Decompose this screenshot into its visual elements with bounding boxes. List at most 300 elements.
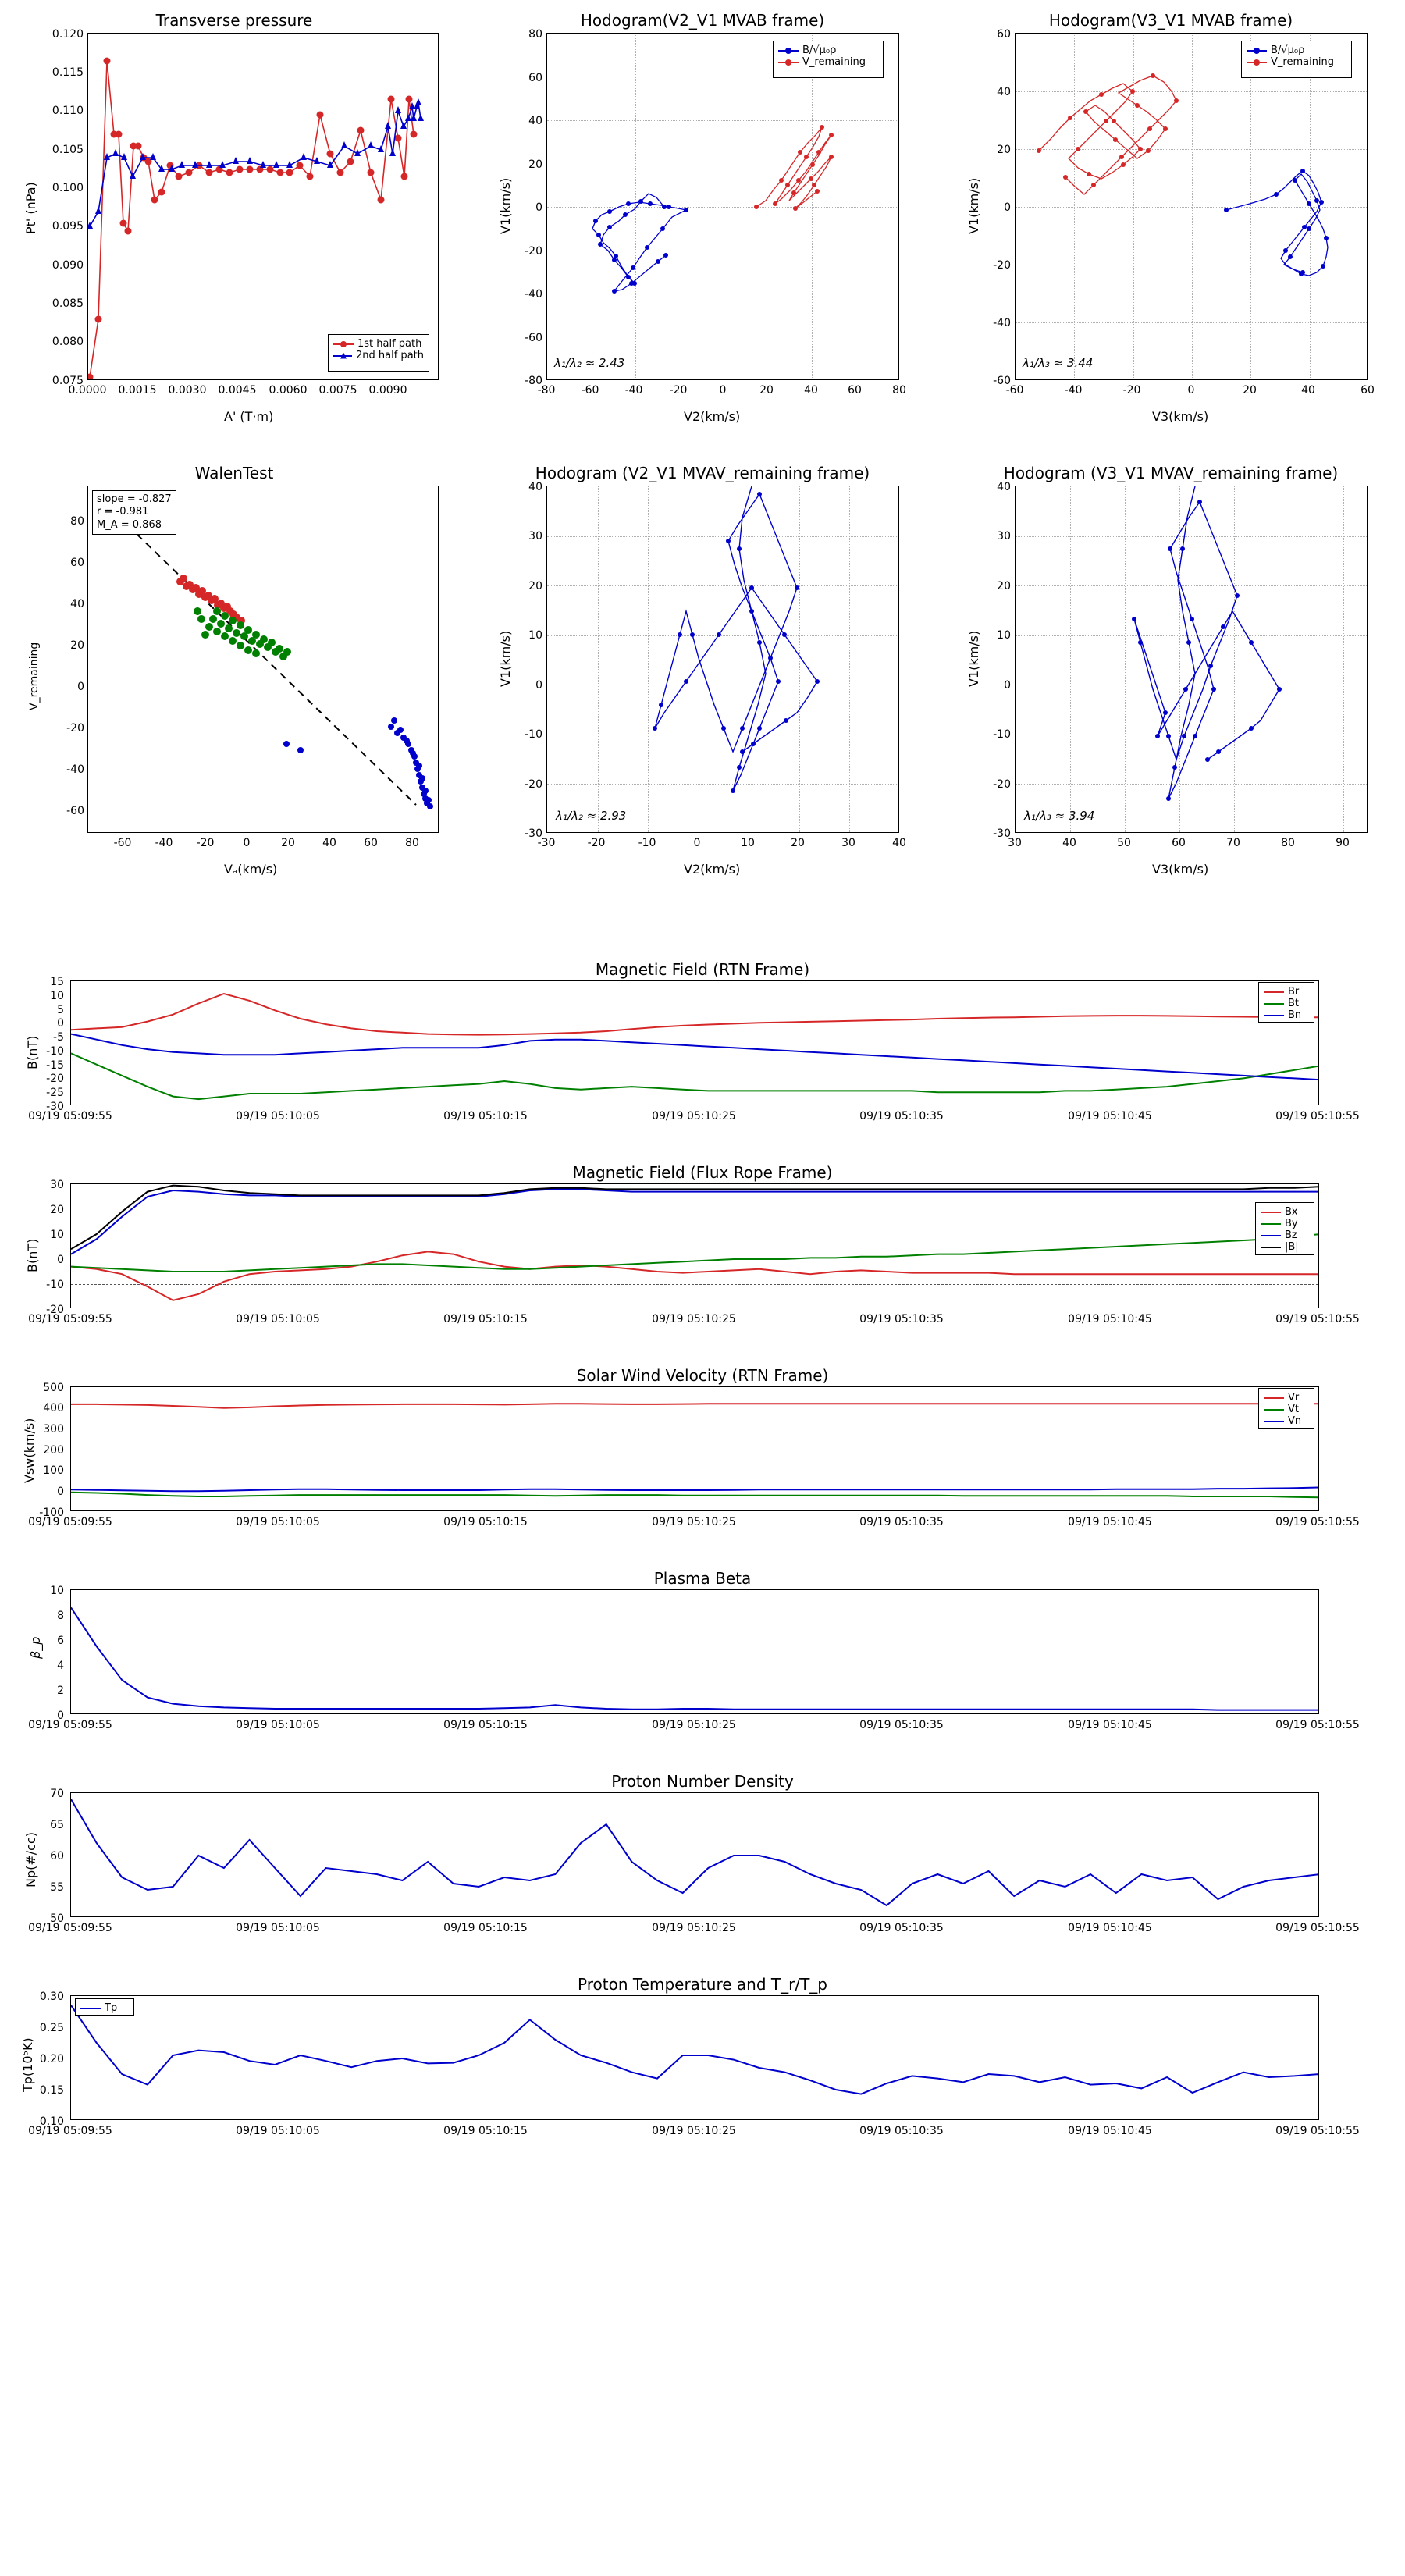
x-tick: 0.0045 [218,384,257,397]
legend-item [80,2002,129,2014]
panel-proton-density [0,1772,1405,1959]
x-tick: 30 [841,837,855,849]
y-tick: 0.110 [52,105,84,117]
x-tick: 09/19 05:10:45 [1068,1110,1152,1123]
x-tick: 09/19 05:10:35 [859,1922,944,1934]
legend-label: Vr [1288,1392,1300,1404]
x-tick: 09/19 05:10:15 [443,1922,528,1934]
y-tick: 0.120 [52,28,84,41]
chart-title: Solar Wind Velocity (RTN Frame) [576,1366,829,1385]
x-axis-label: V2(km/s) [684,862,741,877]
x-tick: 09/19 05:10:55 [1275,1110,1360,1123]
y-tick: 60 [50,1850,64,1863]
y-tick: 20 [528,158,542,171]
x-tick: 09/19 05:10:35 [859,1110,944,1123]
panel-proton-temperature [0,1975,1405,2178]
x-tick: 20 [281,837,295,849]
y-tick: 0 [535,201,542,214]
series-hodogram-v3v1-mvab [1016,34,1368,380]
legend-label: Br [1288,986,1300,998]
y-tick: 60 [70,557,84,569]
y-tick: 40 [997,86,1011,98]
legend-label: 1st half path [357,338,422,350]
series-hodogram-v2v1-mvav [547,486,899,833]
legend-item [1264,1392,1309,1404]
series-walen-test [88,486,439,833]
x-tick: 09/19 05:10:05 [236,1516,320,1528]
x-tick: 09/19 05:10:45 [1068,1922,1152,1934]
y-tick: -20 [993,259,1011,272]
x-tick: 20 [759,384,774,397]
x-tick: 90 [1336,837,1350,849]
y-tick: 30 [50,1179,64,1191]
panel-hodogram-v3v1-mvab [937,0,1405,437]
x-tick: 09/19 05:09:55 [28,1110,112,1123]
y-tick: 500 [43,1382,64,1394]
y-tick: 20 [70,639,84,652]
legend-item [1264,1009,1309,1021]
legend-magnetic-field-fluxrope [1255,1202,1314,1255]
legend-swatch-circle-icon [778,50,799,52]
legend-item [333,338,424,350]
x-tick: 40 [1062,837,1076,849]
series-plasma-beta [71,1590,1319,1714]
y-tick: 40 [70,598,84,610]
x-tick: 40 [322,837,336,849]
series-hodogram-v2v1-mvab [547,34,899,380]
legend-swatch-line-icon [1261,1223,1281,1225]
x-tick: 09/19 05:10:25 [652,1719,736,1731]
x-tick: 09/19 05:09:55 [28,1516,112,1528]
y-tick: 0.30 [39,1991,64,2003]
x-tick: 60 [1172,837,1186,849]
y-tick: 0 [77,681,84,693]
y-tick: 0 [1004,201,1011,214]
walen-stats-box [92,490,176,535]
chart-title: Magnetic Field (RTN Frame) [595,960,810,979]
x-tick: 09/19 05:10:15 [443,1110,528,1123]
y-tick: -30 [46,1101,64,1113]
x-tick: 09/19 05:10:15 [443,1719,528,1731]
legend-swatch-circle-icon [778,62,799,63]
y-tick: 20 [997,580,1011,592]
x-axis-label: A' (T·m) [224,409,274,424]
x-tick: 09/19 05:10:05 [236,2125,320,2137]
y-tick: 30 [528,530,542,543]
walen-slope: slope = -0.827 [97,493,172,505]
chart-title: Hodogram(V2_V1 MVAB frame) [580,11,825,30]
y-tick: 0.105 [52,144,84,156]
x-tick: 09/19 05:10:35 [859,1516,944,1528]
y-axis-label: B(nT) [25,1035,40,1069]
chart-title: Transverse pressure [155,11,313,30]
x-tick: 40 [1301,384,1315,397]
legend-item [333,350,424,361]
y-tick: 0.075 [52,375,84,387]
y-tick: 2 [57,1685,64,1697]
x-tick: 09/19 05:09:55 [28,1313,112,1325]
plot-area-transverse-pressure [87,33,439,380]
series-magnetic-field-fluxrope [71,1184,1319,1308]
x-tick: 40 [804,384,818,397]
legend-swatch-circle-icon [1247,50,1267,52]
y-tick: 20 [50,1204,64,1216]
legend-magnetic-field-rtn [1258,982,1314,1023]
legend-swatch-line-icon [1264,1409,1284,1411]
y-tick: 8 [57,1610,64,1622]
legend-item [1264,986,1309,998]
chart-title: WalenTest [194,464,274,482]
x-tick: 0 [243,837,251,849]
y-tick: 100 [43,1464,64,1477]
legend-label: Vt [1288,1404,1299,1415]
legend-item [1264,1404,1309,1415]
x-tick: 09/19 05:10:45 [1068,2125,1152,2137]
x-tick: 80 [892,384,906,397]
panel-hodogram-v3v1-mvav [937,453,1405,890]
y-tick: 70 [50,1788,64,1800]
plot-area-hodogram-v2v1-mvab [546,33,899,380]
y-tick: 0 [1004,679,1011,692]
legend-swatch-circle-icon [333,343,354,345]
x-tick: 09/19 05:10:55 [1275,2125,1360,2137]
legend-swatch-circle-icon [1247,62,1267,63]
legend-label: B/√μ₀ρ [1271,44,1305,56]
x-tick: 09/19 05:10:05 [236,1719,320,1731]
y-tick: -80 [525,375,542,387]
x-tick: 09/19 05:10:55 [1275,1719,1360,1731]
y-tick: 0.095 [52,220,84,233]
y-tick: 10 [50,1585,64,1597]
x-tick: 09/19 05:09:55 [28,1719,112,1731]
x-tick: 09/19 05:10:05 [236,1110,320,1123]
series-hodogram-v3v1-mvav [1016,486,1368,833]
y-tick: -10 [525,728,542,741]
x-tick: -40 [155,837,173,849]
legend-item [778,44,878,56]
x-tick: 09/19 05:10:55 [1275,1516,1360,1528]
plot-area-hodogram-v2v1-mvav [546,486,899,833]
y-tick: 40 [997,481,1011,493]
y-tick: 15 [50,976,64,988]
chart-title: Hodogram(V3_V1 MVAB frame) [1048,11,1293,30]
x-tick: 0.0060 [269,384,308,397]
x-tick: 60 [1361,384,1375,397]
walen-r: r = -0.981 [97,506,149,518]
y-tick: 40 [528,481,542,493]
panel-hodogram-v2v1-mvav [468,453,937,890]
x-tick: 09/19 05:10:25 [652,1922,736,1934]
y-axis-label: V1(km/s) [966,630,981,687]
x-tick: 60 [848,384,862,397]
legend-swatch-line-icon [1264,991,1284,993]
markers-first-half [87,58,418,381]
x-tick: 09/19 05:10:25 [652,1110,736,1123]
chart-title: Plasma Beta [653,1569,752,1588]
y-tick: 10 [997,629,1011,642]
y-axis-label: Pt' (nPa) [23,182,38,234]
legend-proton-temperature [75,1998,134,2016]
x-tick: -30 [537,837,556,849]
y-tick: 60 [528,72,542,84]
y-axis-label: V1(km/s) [966,177,981,234]
legend-label: 2nd half path [356,350,424,361]
y-tick: 40 [528,115,542,127]
x-tick: 09/19 05:10:45 [1068,1313,1152,1325]
x-tick: 09/19 05:10:25 [652,1313,736,1325]
x-tick: 09/19 05:09:55 [28,1922,112,1934]
y-tick: 0.090 [52,259,84,272]
panel-magnetic-field-rtn [0,960,1405,1147]
x-tick: -20 [196,837,215,849]
x-tick: 0.0090 [368,384,407,397]
legend-item [1261,1206,1309,1218]
y-tick: -40 [66,763,84,776]
legend-item [1261,1229,1309,1241]
y-tick: -25 [46,1087,64,1099]
plot-area-magnetic-field-rtn [70,980,1319,1105]
x-axis-label: V2(km/s) [684,409,741,424]
y-tick: 80 [70,515,84,528]
x-tick: 0 [693,837,701,849]
x-tick: -80 [537,384,556,397]
legend-swatch-line-icon [1264,1015,1284,1016]
x-tick: 09/19 05:10:05 [236,1313,320,1325]
legend-hodogram-v2v1-mvab [773,41,884,78]
x-tick: 09/19 05:10:35 [859,2125,944,2137]
x-tick: 09/19 05:10:25 [652,1516,736,1528]
eigenvalue-annotation: λ₁/λ₂ ≈ 2.93 [556,809,627,823]
y-tick: -60 [993,375,1011,387]
y-tick: -40 [993,317,1011,329]
x-tick: 09/19 05:09:55 [28,2125,112,2137]
y-tick: -20 [993,778,1011,791]
y-tick: 0 [57,1254,64,1266]
legend-label: Vn [1288,1415,1302,1427]
y-tick: 65 [50,1819,64,1831]
x-tick: -20 [1122,384,1141,397]
x-tick: -40 [624,384,643,397]
legend-item [1264,998,1309,1009]
x-tick: 09/19 05:10:25 [652,2125,736,2137]
y-tick: 0 [535,679,542,692]
legend-swatch-line-icon [80,2008,101,2009]
y-tick: -60 [66,805,84,817]
y-tick: 0.20 [39,2053,64,2065]
y-tick: 20 [528,580,542,592]
plot-area-proton-temperature [70,1995,1319,2120]
legend-item [1247,56,1346,68]
y-tick: 10 [50,1229,64,1241]
legend-label: Bz [1285,1229,1297,1241]
legend-transverse-pressure [328,334,429,372]
x-tick: 0 [719,384,727,397]
x-tick: 09/19 05:10:15 [443,1313,528,1325]
y-tick: 0.100 [52,182,84,194]
legend-label: |B| [1285,1241,1299,1253]
y-tick: 0 [57,1485,64,1498]
y-tick: 300 [43,1423,64,1436]
y-axis-label: Tp(10⁵K) [20,2037,35,2092]
y-tick: -10 [993,728,1011,741]
panel-solar-wind-velocity [0,1366,1405,1553]
x-tick: 30 [1008,837,1022,849]
y-tick: 0.080 [52,336,84,348]
x-tick: -60 [581,384,599,397]
y-tick: 55 [50,1881,64,1894]
y-tick: -20 [66,722,84,735]
x-axis-label: V3(km/s) [1152,862,1209,877]
chart-title: Magnetic Field (Flux Rope Frame) [572,1163,833,1182]
y-tick: -20 [525,245,542,258]
legend-label: Bn [1288,1009,1302,1021]
panel-transverse-pressure [0,0,468,437]
y-tick: 0.115 [52,66,84,79]
legend-swatch-line-icon [1261,1247,1281,1248]
y-tick: -20 [46,1073,64,1085]
x-tick: 0.0015 [118,384,157,397]
x-tick: 0 [1187,384,1195,397]
y-axis-label: V_remaining [28,642,41,710]
x-tick: 09/19 05:10:15 [443,1516,528,1528]
y-tick: 4 [57,1660,64,1672]
y-axis-label: B(nT) [25,1238,40,1272]
y-tick: 10 [50,990,64,1002]
legend-item [1261,1241,1309,1253]
series-proton-density [71,1793,1319,1917]
series-transverse-pressure [88,34,439,380]
x-tick: 09/19 05:10:45 [1068,1719,1152,1731]
panel-walen-test [0,453,468,890]
x-tick: -40 [1064,384,1083,397]
legend-label: Bt [1288,998,1300,1009]
legend-label: Bx [1285,1206,1298,1218]
x-axis-label: Vₐ(km/s) [224,862,278,877]
y-tick: 0 [57,1710,64,1722]
eigenvalue-annotation: λ₁/λ₃ ≈ 3.44 [1023,356,1094,370]
legend-item [1247,44,1346,56]
y-tick: -30 [525,827,542,840]
legend-label: B/√μ₀ρ [802,44,837,56]
x-tick: 80 [405,837,419,849]
legend-label: Tp [105,2002,118,2014]
x-tick: 09/19 05:10:35 [859,1719,944,1731]
y-tick: 5 [57,1004,64,1016]
legend-solar-wind-velocity [1258,1388,1314,1429]
x-tick: 0.0075 [318,384,357,397]
y-tick: 0 [57,1017,64,1030]
x-axis-label: V3(km/s) [1152,409,1209,424]
y-tick: 10 [528,629,542,642]
y-tick: 60 [997,28,1011,41]
chart-title: Proton Temperature and T_r/T_p [578,1975,827,1994]
x-tick: -60 [113,837,132,849]
panel-plasma-beta [0,1569,1405,1756]
legend-swatch-line-icon [1264,1421,1284,1422]
series-magnetic-field-rtn [71,981,1319,1105]
legend-hodogram-v3v1-mvab [1241,41,1352,78]
plot-area-hodogram-v3v1-mvab [1015,33,1368,380]
y-tick: 0.085 [52,297,84,310]
x-tick: 09/19 05:10:55 [1275,1313,1360,1325]
y-axis-label: V1(km/s) [498,177,513,234]
x-tick: 70 [1226,837,1240,849]
legend-swatch-line-icon [1264,1003,1284,1005]
legend-swatch-line-icon [1261,1235,1281,1236]
y-axis-label: Vsw(km/s) [22,1418,37,1483]
x-tick: 09/19 05:10:15 [443,2125,528,2137]
panel-hodogram-v2v1-mvab [468,0,937,437]
y-tick: -40 [525,288,542,301]
x-tick: 60 [364,837,378,849]
legend-swatch-line-icon [1261,1212,1281,1213]
y-axis-label: Np(#/cc) [23,1832,38,1888]
y-tick: -100 [39,1507,64,1519]
x-tick: -10 [638,837,656,849]
eigenvalue-annotation: λ₁/λ₃ ≈ 3.94 [1024,809,1095,823]
chart-title: Hodogram (V3_V1 MVAV_remaining frame) [1003,464,1339,482]
y-tick: 0.10 [39,2115,64,2128]
y-axis-label: V1(km/s) [498,630,513,687]
x-tick: -20 [587,837,606,849]
y-tick: -60 [525,332,542,344]
plot-area-walen-test [87,486,439,833]
y-tick: 400 [43,1402,64,1414]
x-tick: 40 [892,837,906,849]
walen-ma: M_A = 0.868 [97,518,162,531]
series-proton-temperature [71,1996,1319,2120]
y-tick: -20 [46,1304,64,1316]
legend-label: V_remaining [1271,56,1335,68]
chart-title: Hodogram (V2_V1 MVAV_remaining frame) [535,464,870,482]
legend-item [778,56,878,68]
plot-area-hodogram-v3v1-mvav [1015,486,1368,833]
y-tick: -30 [993,827,1011,840]
plot-area-plasma-beta [70,1589,1319,1714]
x-tick: 0.0000 [68,384,107,397]
y-tick: 200 [43,1444,64,1457]
y-tick: -20 [525,778,542,791]
y-tick: -5 [53,1031,64,1044]
y-tick: 30 [997,530,1011,543]
x-tick: 20 [791,837,805,849]
x-tick: -60 [1005,384,1024,397]
chart-title: Proton Number Density [611,1772,794,1791]
y-tick: -10 [46,1279,64,1291]
x-tick: -20 [669,384,688,397]
legend-label: By [1285,1218,1298,1229]
y-tick: 20 [997,144,1011,156]
plot-area-solar-wind-velocity [70,1386,1319,1511]
y-tick: 50 [50,1912,64,1925]
y-tick: -10 [46,1045,64,1058]
x-tick: 80 [1281,837,1295,849]
x-tick: 20 [1243,384,1257,397]
eigenvalue-annotation: λ₁/λ₂ ≈ 2.43 [554,356,625,370]
y-tick: 80 [528,28,542,41]
x-tick: 10 [741,837,755,849]
panel-magnetic-field-fluxrope [0,1163,1405,1350]
x-tick: 09/19 05:10:05 [236,1922,320,1934]
y-tick: 6 [57,1635,64,1647]
x-tick: 09/19 05:10:55 [1275,1922,1360,1934]
plot-area-proton-density [70,1792,1319,1917]
x-tick: 09/19 05:10:45 [1068,1516,1152,1528]
series-solar-wind-velocity [71,1387,1319,1511]
legend-swatch-triangle-icon [333,355,352,357]
y-tick: 0.15 [39,2084,64,2097]
legend-swatch-line-icon [1264,1397,1284,1399]
